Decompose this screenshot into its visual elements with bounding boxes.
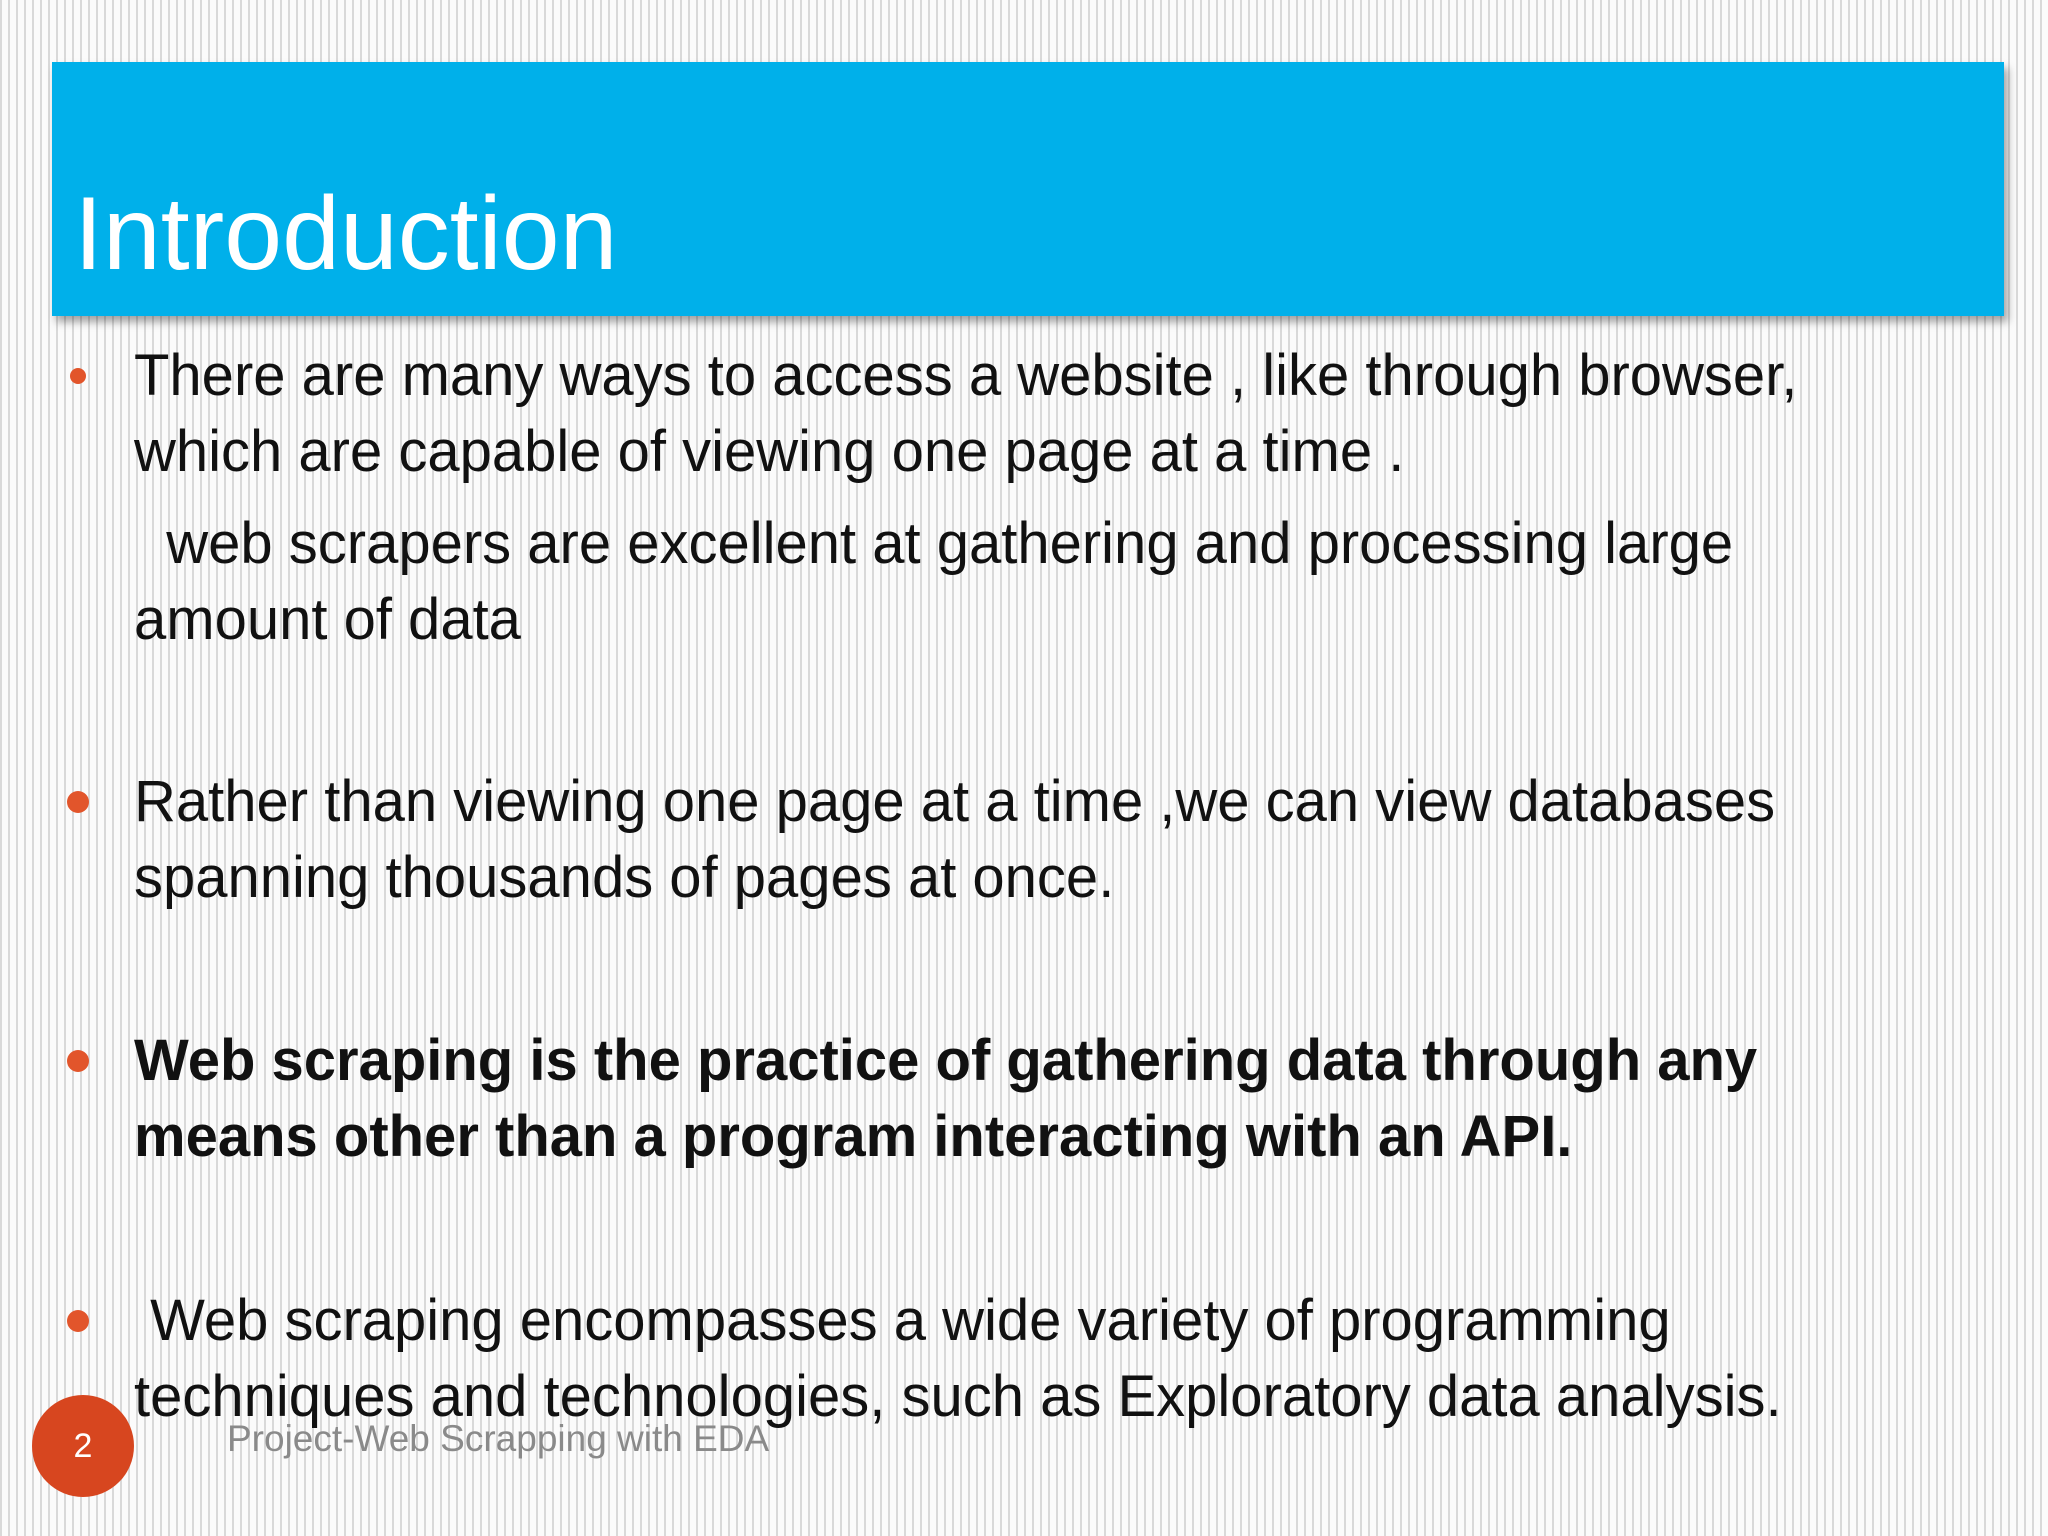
bullet-item-databases — [134, 764, 2014, 916]
bullet-item-techniques — [134, 1283, 2014, 1435]
bullet-line: which are capable of viewing one page at a time . — [134, 419, 1405, 484]
paragraph-line: amount of data — [134, 587, 521, 652]
bullet-item-definition — [134, 1023, 2014, 1175]
bullet-item-browser-access — [134, 338, 2014, 490]
paragraph-line: web scrapers are excellent at gathering and processing large — [134, 511, 1734, 576]
paragraph-web-scrapers — [134, 506, 2014, 658]
bullet-line: means other than a program interacting with an API. — [134, 1104, 1573, 1169]
bullet-icon — [67, 1310, 89, 1332]
footer-text: Project-Web Scrapping with EDA — [227, 1418, 770, 1459]
bullet-line: Web scraping encompasses a wide variety of programming — [134, 1288, 1671, 1353]
bullet-icon — [70, 368, 86, 384]
bullet-icon — [67, 1050, 89, 1072]
bullet-line: There are many ways to access a website , like through browser, — [134, 343, 1798, 408]
bullet-line: spanning thousands of pages at once. — [134, 845, 1115, 910]
slide-title: Introduction — [74, 176, 618, 292]
page-number-badge: 2 — [32, 1395, 134, 1497]
bullet-line: Web scraping is the practice of gathering data through any — [134, 1028, 1758, 1093]
title-bar — [52, 62, 2004, 316]
bullet-line: Rather than viewing one page at a time ,we can view databases — [134, 769, 1776, 834]
bullet-icon — [67, 791, 89, 813]
bullet-line: techniques and technologies, such as Exploratory data analysis. — [134, 1364, 1782, 1429]
